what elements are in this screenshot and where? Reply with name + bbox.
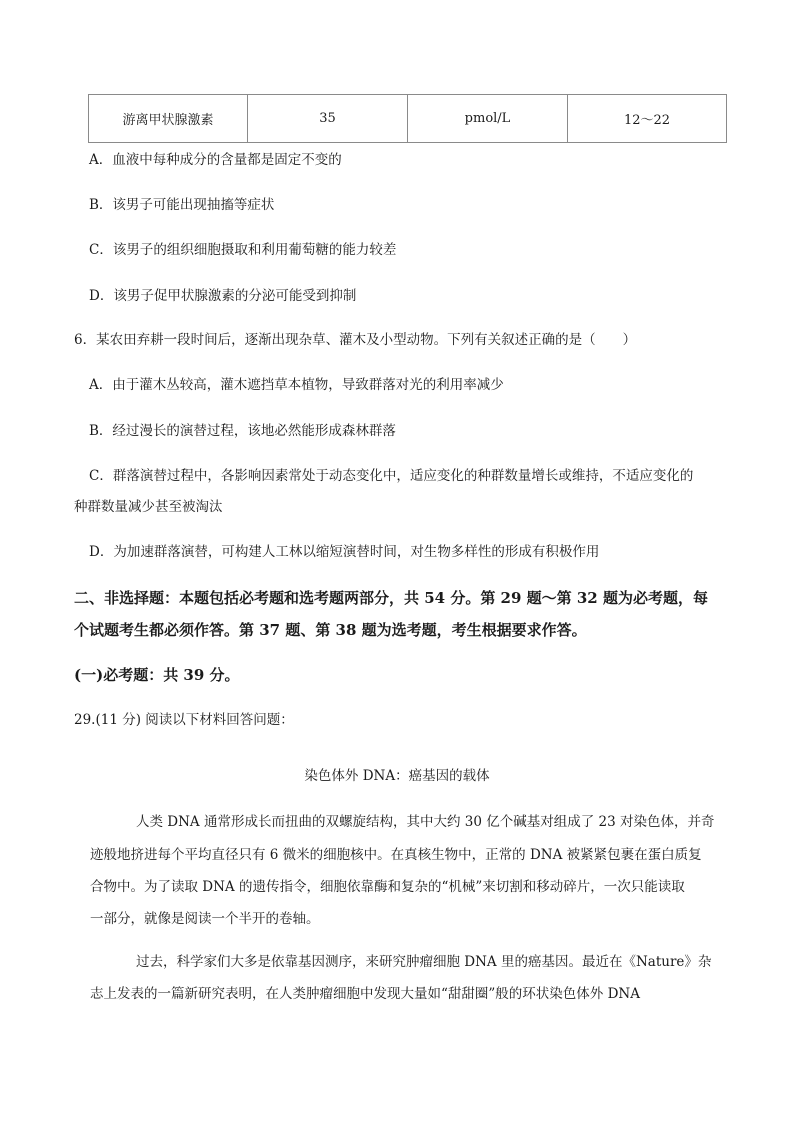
q5-option-c: C．该男子的组织细胞摄取和利用葡萄糖的能力较差 xyxy=(89,242,397,258)
q6-stem: 6．某农田弃耕一段时间后，逐渐出现杂草、灌木及小型动物。下列有关叙述正确的是（ ） xyxy=(74,332,637,348)
table-cell-unit: pmol/L xyxy=(408,95,568,143)
table-cell-value: 35 xyxy=(248,95,408,143)
table-cell-range: 12～22 xyxy=(568,95,727,143)
q5-option-d: D．该男子促甲状腺激素的分泌可能受到抑制 xyxy=(89,288,357,304)
article-p1-line4: 一部分，就像是阅读一个半开的卷轴。 xyxy=(90,911,320,927)
q5-option-a: A．血液中每种成分的含量都是固定不变的 xyxy=(89,152,342,168)
article-title: 染色体外 DNA：癌基因的载体 xyxy=(304,768,490,784)
section2-heading-line1: 二、非选择题：本题包括必考题和选考题两部分，共 54 分。第 29 题～第 32 题为必考题，每 xyxy=(74,589,708,607)
q29-stem: 29.(11 分) 阅读以下材料回答问题： xyxy=(74,712,294,728)
hormone-table xyxy=(88,94,727,143)
section2-heading-line2: 个试题考生都必须作答。第 37 题、第 38 题为选考题，考生根据要求作答。 xyxy=(74,621,587,639)
q6-option-b: B．经过漫长的演替过程，该地必然能形成森林群落 xyxy=(89,423,396,439)
section2-subheading: (一)必考题：共 39 分。 xyxy=(74,666,240,684)
q6-option-c-line1: C．群落演替过程中，各影响因素常处于动态变化中，适应变化的种群数量增长或维持，不适应变化的 xyxy=(89,468,694,484)
q5-option-b: B．该男子可能出现抽搐等症状 xyxy=(89,197,275,213)
article-p2-line2: 志上发表的一篇新研究表明，在人类肿瘤细胞中发现大量如“甜甜圈”般的环状染色体外 DNA xyxy=(90,986,640,1002)
q6-option-c-line2: 种群数量减少甚至被淘汰 xyxy=(74,499,223,515)
article-p1-line3: 合物中。为了读取 DNA 的遗传指令，细胞依靠酶和复杂的“机械”来切割和移动碎片，一次只能读取 xyxy=(90,879,685,895)
article-p2-line1: 过去，科学家们大多是依靠基因测序，来研究肿瘤细胞 DNA 里的癌基因。最近在《Nature》杂 xyxy=(136,954,712,970)
article-p1-line2: 迹般地挤进每个平均直径只有 6 微米的细胞核中。在真核生物中，正常的 DNA 被紧紧包裹在蛋白质复 xyxy=(90,847,702,863)
q6-option-a: A．由于灌木丛较高，灌木遮挡草本植物，导致群落对光的利用率减少 xyxy=(89,377,504,393)
article-p1-line1: 人类 DNA 通常形成长而扭曲的双螺旋结构，其中大约 30 亿个碱基对组成了 23 对染色体，并奇 xyxy=(136,814,715,830)
q6-option-d: D．为加速群落演替，可构建人工林以缩短演替时间，对生物多样性的形成有积极作用 xyxy=(89,544,600,560)
table-row xyxy=(89,95,727,143)
table-cell-item: 游离甲状腺激素 xyxy=(89,95,248,143)
